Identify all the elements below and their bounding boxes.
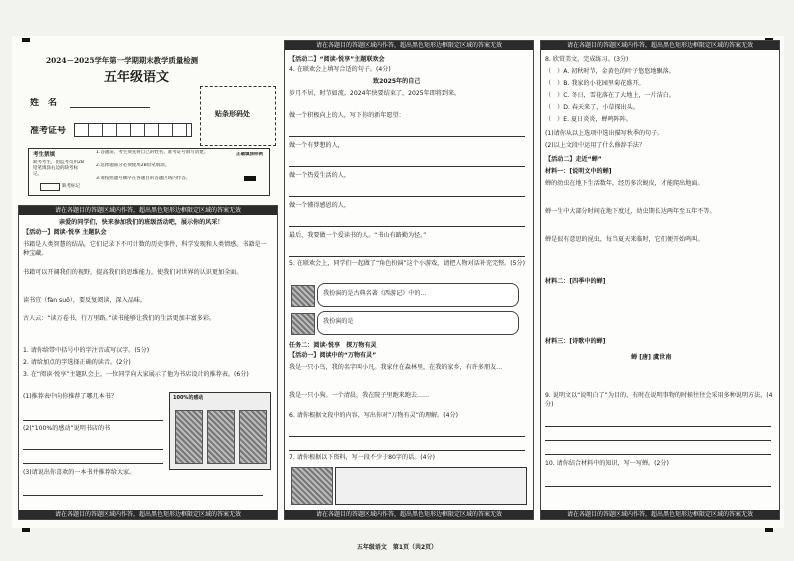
option-line[interactable]: （ ）D. 春天来了，小草探出头。 — [545, 104, 639, 111]
reading-line: 我是一只小鸟，我的名字叫小凡。我家住在森林里，在我的家乡，有许多朋友… — [289, 364, 503, 371]
page-footer: 五年级语文 第1页（共2页） — [356, 544, 438, 551]
book-cover-image — [207, 410, 235, 464]
answer-line[interactable] — [289, 443, 525, 451]
character-image — [291, 313, 315, 335]
question-3c: (3)请说出你喜欢的一本书并推荐给大家。 — [23, 469, 136, 476]
question-2: 2. 请给加点的字选择正确的读音。(2分) — [23, 359, 131, 366]
poem-line: 做一个有梦想的人， — [289, 142, 344, 149]
answer-line[interactable] — [289, 129, 525, 137]
sample-label: 正确填涂样例 — [236, 152, 263, 157]
passage-line: 古人云：“读万卷书，行万里路。”读书能够让我们的生活更加丰富多彩。 — [23, 315, 216, 322]
answer-line[interactable] — [289, 249, 525, 257]
absent-mark-label: 缺考标记 — [62, 184, 80, 189]
option-line[interactable]: （ ）E. 夏日炎炎，蝉鸣阵阵。 — [545, 116, 632, 123]
absent-mark-box[interactable] — [40, 183, 60, 191]
character-image — [291, 285, 315, 307]
answer-line[interactable] — [545, 479, 771, 487]
boundary-warning: 请在各题目的答题区域内作答，超出黑色矩形边框限定区域的答案无效 — [19, 510, 277, 519]
poem-line: 做一个热爱生活的人， — [289, 172, 350, 179]
answer-line[interactable] — [23, 413, 163, 421]
activity-heading: 【活动二】走近“蝉” — [545, 156, 602, 163]
question-3b: (2)“100%的感动”说明书店的书 — [23, 425, 111, 432]
id-grid[interactable] — [74, 123, 192, 137]
poster-caption: 100%的感动 — [173, 395, 204, 401]
answer-column-1 — [18, 205, 278, 520]
material-heading: 材料一：[说明文中的蝉] — [545, 168, 612, 175]
material-heading: 材料三：[诗歌中的蝉] — [545, 338, 606, 345]
id-label: 准考证号 — [30, 126, 67, 136]
book-cover-image — [175, 410, 203, 464]
option-line[interactable]: （ ）C. 冬日，雪花落在了大地上，一片洁白。 — [545, 92, 676, 99]
notice-title: 考生禁填 — [33, 152, 56, 158]
poem-title: 蝉 [唐] 虞世南 — [631, 354, 672, 361]
question-1: 1. 请你给带中括号中的字注音或写汉字。(5分) — [23, 347, 150, 354]
material-line: 蝉一生中大部分时间在地下度过，幼虫期长达两年至五年不等。 — [545, 208, 716, 215]
passage-line: 读书宜（fàn suǒ），要反复阅读，深入品味。 — [23, 297, 146, 304]
passage-line: 书籍可以开阔我们的视野，提高我们的思维能力，使我们对世界的认识更加全面。 — [23, 269, 243, 276]
answer-line[interactable] — [23, 442, 163, 450]
speech-bubble-text: 我扮演的是 — [323, 318, 354, 325]
registration-mark — [765, 528, 773, 532]
notice-line: 2.选择题部分必须使用2B铅笔填涂。 — [96, 163, 170, 168]
question-5: 5. 在联欢会上，同学们一起做了“角色扮演”这个小游戏，请把人物对话补充完整。(5分) — [289, 260, 525, 267]
poem-line: 做一个积极向上的人，写下你的新年愿望： — [289, 112, 405, 119]
answer-line[interactable] — [545, 433, 771, 441]
question-4: 4. 在联欢会上填写合适的句子。(4分) — [289, 66, 391, 73]
answer-line[interactable] — [23, 456, 163, 464]
question-7: 7. 请你根据以下资料，写一段不少于80字的话。(4分) — [289, 454, 436, 461]
material-line: 蝉的幼虫在地下生活数年，经历多次蜕皮，才能爬出地面。 — [545, 180, 704, 187]
answer-line[interactable] — [289, 429, 525, 437]
activity-heading: 【活动一】阅读·悦享 主题队会 — [23, 229, 107, 236]
passage-line: 书籍是人类智慧的结晶，它们记录下不可计数的历史事件，科学发现和人类情感。书籍是一种宝藏。 — [23, 241, 267, 258]
notice-line: 缺考考生，由监考员用2B铅笔填涂右边的缺考标记。 — [33, 160, 84, 177]
answer-line[interactable] — [545, 447, 771, 455]
boundary-warning: 请在各题目的答题区域内作答，超出黑色矩形边框限定区域的答案无效 — [541, 41, 779, 50]
speech-bubble-text: 我扮演的是古典名著《西游记》中的… — [323, 290, 427, 297]
question-8b: (1)请你从以上选项中选出描写秋季的句子。 — [545, 130, 664, 137]
reference-text-box — [335, 467, 527, 505]
option-line[interactable]: （ ）A. 初秋时节，金黄色的叶子悠悠地飘落。 — [545, 68, 675, 75]
option-line[interactable]: （ ）B. 我家的小花园里菊花盛开。 — [545, 80, 645, 87]
activity-heading: 【活动一】阅读中的“万物有灵” — [289, 352, 377, 359]
boundary-warning: 请在各题目的答题区域内作答，超出黑色矩形边框限定区域的答案无效 — [285, 41, 533, 50]
answer-column-3 — [540, 40, 780, 520]
name-label: 姓 名 — [30, 98, 58, 108]
question-3: 3. 在“阅读·悦享”主题队会上，一位同学向大家展示了他为书店设计的推荐表。(6分) — [23, 371, 249, 378]
subject-title: 五年级语文 — [104, 70, 170, 85]
answer-line[interactable] — [289, 219, 525, 227]
answer-line[interactable] — [23, 488, 263, 496]
boundary-warning: 请在各题目的答题区域内作答，超出黑色矩形边框限定区域的答案无效 — [285, 510, 533, 519]
answer-line[interactable] — [289, 159, 525, 167]
answer-line[interactable] — [545, 419, 771, 427]
poem-title: 致2025年的自己 — [373, 78, 421, 85]
name-field[interactable] — [70, 100, 150, 108]
book-cover-image — [239, 410, 267, 464]
answer-line[interactable] — [289, 189, 525, 197]
activity-heading: 【活动二】“阅读·悦享”主题联欢会 — [289, 56, 385, 63]
intro-text: 亲爱的同学们，快来参加我们的班级活动吧，展示你的风采！ — [59, 219, 224, 226]
boundary-warning: 请在各题目的答题区域内作答，超出黑色矩形边框限定区域的答案无效 — [19, 206, 277, 215]
poem-line: 做一个懂得感恩的人， — [289, 202, 350, 209]
reading-line: 我是一只小狗。一个清晨，我在院子里跑来跑去…… — [289, 392, 430, 399]
material-heading: 材料二：[四季中的蝉] — [545, 278, 606, 285]
question-3a: (1)推荐表中向你推荐了哪几本书？ — [23, 393, 117, 400]
task-heading: 任务二：阅读·悦享 探万物有灵 — [289, 342, 377, 349]
notice-line: 1.答题前，考生须先将自己的姓名、准考证号填写清楚。 — [96, 150, 209, 155]
question-8: 8. 欣赏美文，完成练习。(3分) — [545, 56, 629, 63]
exam-title: 2024－2025学年第一学期期末教学质量检测 — [46, 56, 199, 65]
boundary-warning: 请在各题目的答题区域内作答，超出黑色矩形边框限定区域的答案无效 — [541, 510, 779, 519]
sample-fill — [244, 176, 256, 181]
material-line: 蝉是很有意思的昆虫，每当夏天来临时，它们便开始鸣叫。 — [545, 236, 704, 243]
reference-image — [291, 467, 333, 505]
poem-line: 岁月不居，时节如流。2024年快要结束了，2025年即将到来。 — [289, 90, 461, 97]
registration-mark — [22, 528, 30, 532]
question-6: 6. 请你根据文段中的内容，写出你对“万物有灵”的理解。(4分) — [289, 412, 458, 419]
question-8c: (2)以上文段中运用了什么修辞手法？ — [545, 142, 646, 149]
notice-line: 3.请按照题号顺序在各题目的答题区域内作答。 — [96, 176, 191, 181]
poem-line: 最后，我要做一个爱读书的人。“书山有路勤为径。” — [289, 232, 427, 239]
registration-mark — [22, 38, 30, 42]
question-9: 9. 说明文以“说明白了”为目的，有时在说明事物的时候往往会采用多种说明方法。(4分) — [545, 392, 773, 409]
barcode-label: 贴条形码处 — [215, 110, 250, 118]
question-10: 10. 请你结合材料中的知识，写一写蝉。(2分) — [545, 460, 669, 467]
answer-column-2 — [284, 40, 534, 520]
